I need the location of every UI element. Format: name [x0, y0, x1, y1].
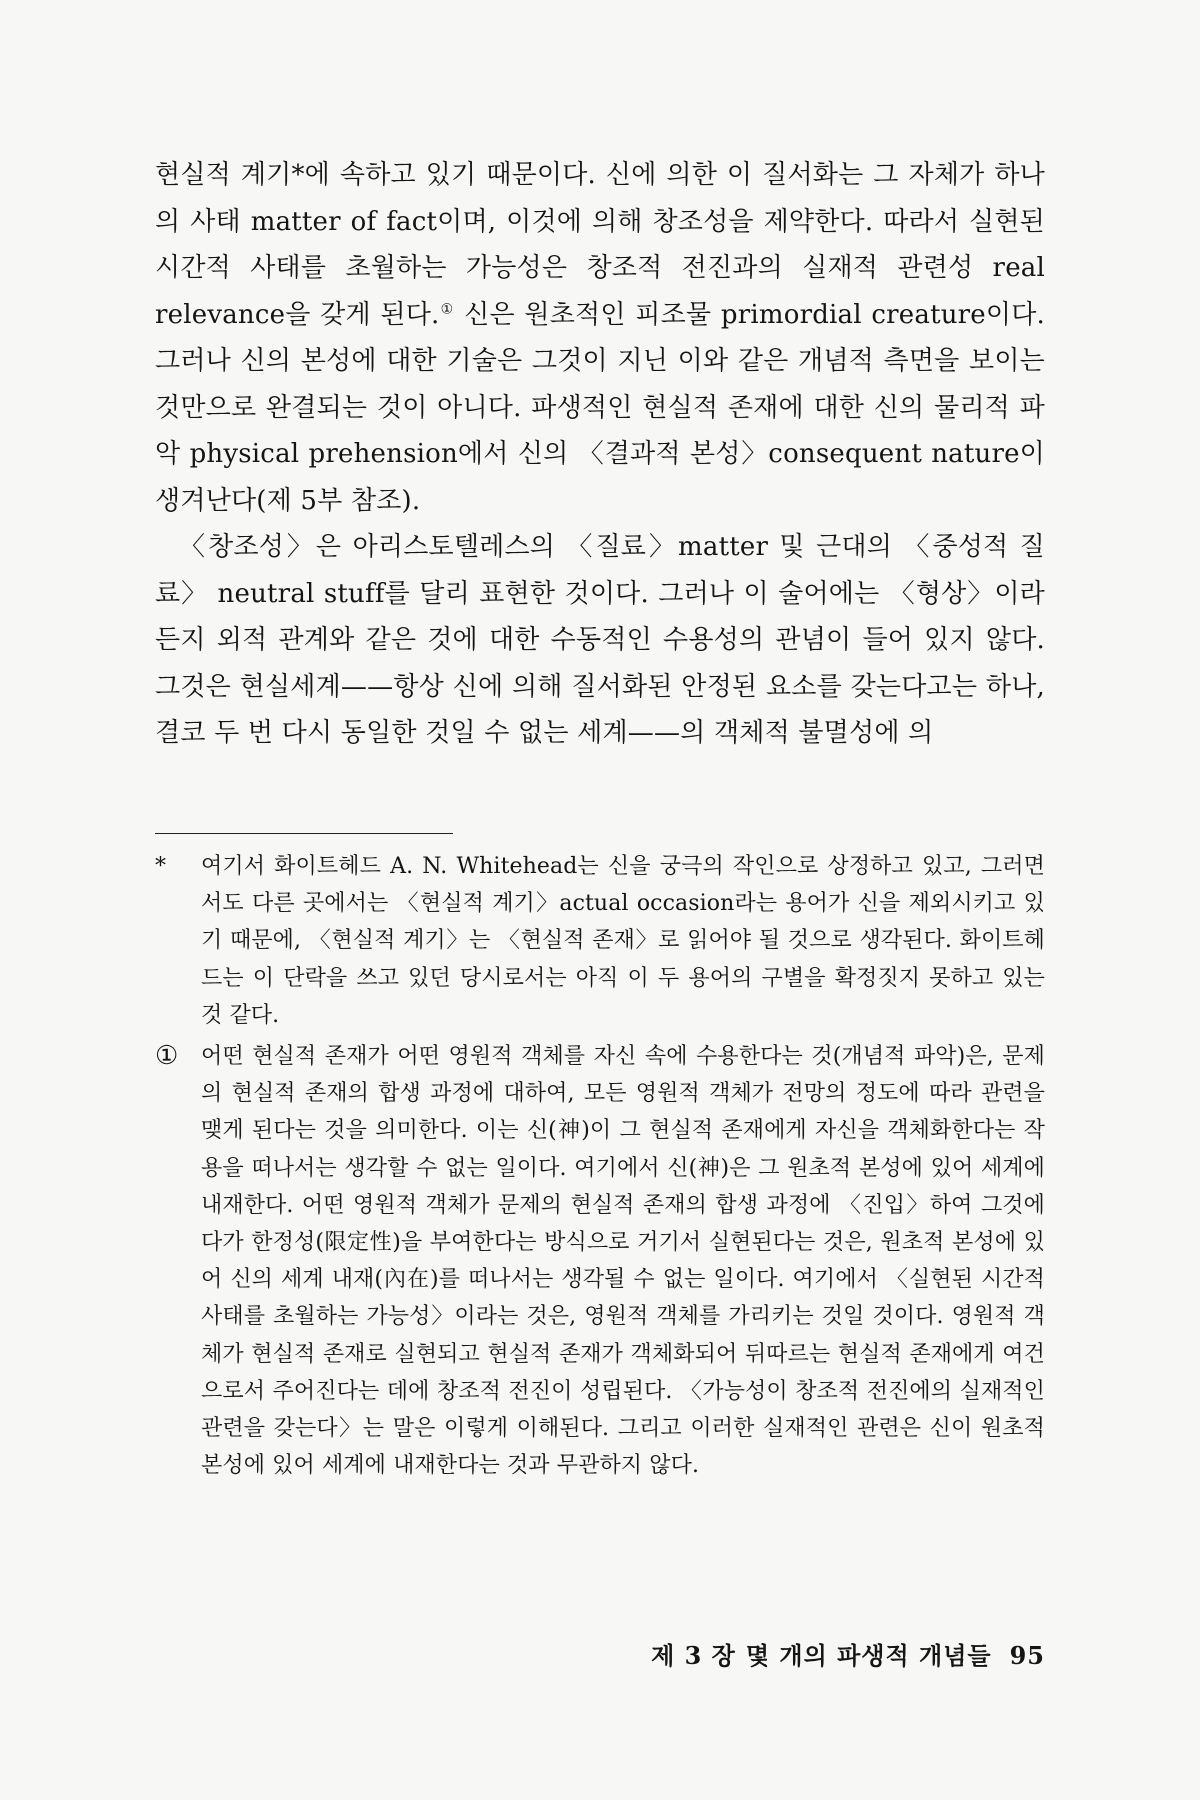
- paragraph-text-continued: 신은 원초적인 피조물 primordial creature이다. 그러나 신의 본성에 대한 기술은 그것이 지닌 이와 같은 개념적 측면을 보이는 것만으로 완결되는 것이 아니다. 파생적인 현실적 존재에 대한 신의 물리적 파악 physical prehension에서 신의 〈결과적 본성〉consequent nature이 생겨난다(제 5부 참조).: [155, 299, 1045, 516]
- main-body-text: [155, 152, 1045, 757]
- page-number: 95: [1009, 1641, 1045, 1670]
- footnotes: [155, 848, 1045, 1488]
- body-paragraph: [155, 152, 1045, 524]
- footnote-item: [155, 1038, 1045, 1484]
- body-paragraph: [155, 524, 1045, 757]
- chapter-title: 몇 개의 파생적 개념들: [745, 1641, 992, 1670]
- paragraph-text: 〈창조성〉은 아리스토텔레스의 〈질료〉matter 및 근대의 〈중성적 질료〉 neutral stuff를 달리 표현한 것이다. 그러나 이 술어에는 〈형상〉이라든지 외적 관계와 같은 것에 대한 수동적인 수용성의 관념이 들어 있지 않다. 그것은 현실세계——항상 신에 의해 질서화된 안정된 요소를 갖는다고는 하나, 결코 두 번 다시 동일한 것일 수 없는 세계——의 객체적 불멸성에 의: [155, 532, 1045, 748]
- footnote-separator: [155, 833, 453, 834]
- footnote-text: 여기서 화이트헤드 A. N. Whitehead는 신을 궁극의 작인으로 상정하고 있고, 그러면서도 다른 곳에서는 〈현실적 계기〉actual occasion라는 용어가 신을 제외시키고 있기 때문에, 〈현실적 계기〉는 〈현실적 존재〉로 읽어야 될 것으로 생각된다. 화이트헤드는 이 단락을 쓰고 있던 당시로서는 아직 이 두 용어의 구별을 확정짓지 못하고 있는 것 같다.: [201, 854, 1045, 1028]
- footnote-marker: ①: [155, 1041, 179, 1072]
- footnote-text: 어떤 현실적 존재가 어떤 영원적 객체를 자신 속에 수용한다는 것(개념적 파악)은, 문제의 현실적 존재의 합생 과정에 대하여, 모든 영원적 객체가 전망의 정도에 따라 관련을 맺게 된다는 것을 의미한다. 이는 신(神)이 그 현실적 존재에게 자신을 객체화한다는 작용을 떠나서는 생각할 수 없는 일이다. 여기에서 신(神)은 그 원초적 본성에 있어 세계에 내재한다. 어떤 영원적 객체가 문제의 현실적 존재의 합생 과정에 〈진입〉하여 그것에다가 한정성(限定性)을 부여한다는 방식으로 거기서 실현된다는 것은, 원초적 본성에 있어 신의 세계 내재(內在)를 떠나서는 생각될 수 없는 일이다. 여기에서 〈실현된 시간적 사태를 초월하는 가능성〉이라는 것은, 영원적 객체를 가리키는 것일 것이다. 영원적 객체가 현실적 존재로 실현되고 현실적 존재가 객체화되어 뒤따르는 현실적 존재에게 여건으로서 주어진다는 데에 창조적 전진이 성립된다. 〈가능성이 창조적 전진에의 실재적인 관련을 갖는다〉는 말은 이렇게 이해된다. 그리고 이러한 실재적인 관련은 신이 원초적 본성에 있어 세계에 내재한다는 것과 무관하지 않다.: [201, 1044, 1045, 1479]
- chapter-label: 제 3 장: [651, 1641, 736, 1670]
- footnote-marker: *: [155, 854, 167, 879]
- running-footer: [600, 1636, 1045, 1671]
- footnote-item: [155, 848, 1045, 1034]
- footnote-reference: ①: [439, 300, 455, 317]
- paragraph-text: 현실적 계기*에 속하고 있기 때문이다. 신에 의한 이 질서화는 그 자체가 하나의 사태 matter of fact이며, 이것에 의해 창조성을 제약한다. 따라서 실현된 시간적 사태를 초월하는 가능성은 창조적 전진과의 실재적 관련성 real relevance을 갖게 된다.: [155, 160, 1045, 330]
